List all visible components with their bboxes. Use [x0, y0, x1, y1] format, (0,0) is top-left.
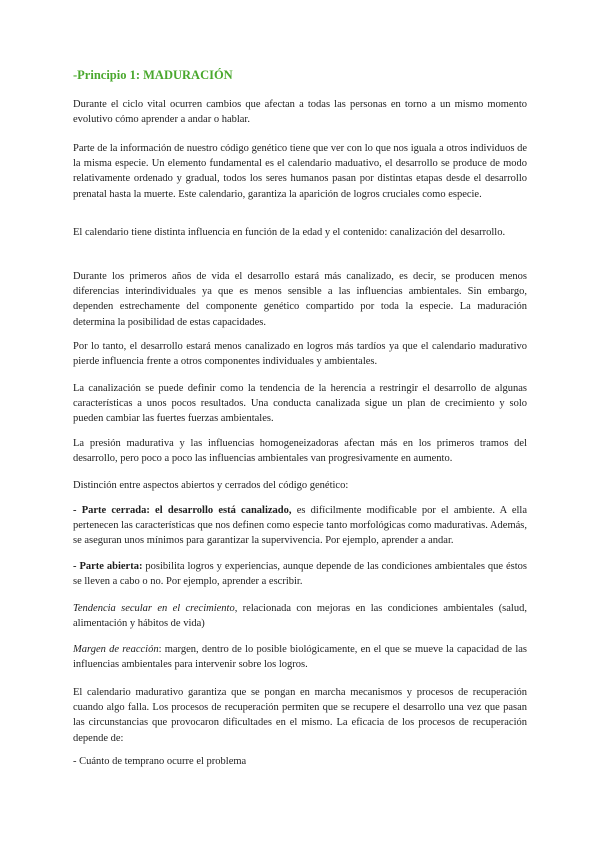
paragraph-list-item: - Cuánto de temprano ocurre el problema: [73, 756, 247, 767]
paragraph-recovery: El calendario madurativo garantiza que se pongan en marcha mecanismos y procesos de recuperación cuando algo falla. Los procesos de recuperación permiten que se recupere el desarrollo una vez que pasan las circunstancias que provocaron dificultades en el mismo. La eficacia de los procesos de recuperación depende de:: [73, 687, 527, 744]
paragraph-intro: Durante el ciclo vital ocurren cambios que afectan a todas las personas en torno a un mismo momento evolutivo cómo aprender a andar o hablar.: [73, 99, 527, 126]
paragraph-distinction: Distinción entre aspectos abiertos y cerrados del código genético:: [73, 480, 349, 491]
paragraph-later-achievements: Por lo tanto, el desarrollo estará menos canalizado en logros más tardíos ya que el calendario madurativo pierde influencia frente a otros componentes individuales y ambientales.: [73, 341, 527, 368]
paragraph-secular-trend: [73, 601, 527, 631]
closed-part-label: - Parte cerrada: el desarrollo está canalizado,: [73, 505, 292, 516]
reaction-margin-term: Margen de reacción: [73, 644, 159, 655]
paragraph-reaction-margin: [73, 642, 527, 672]
paragraph-closed-part: [73, 503, 527, 549]
reaction-margin-text: : margen, dentro de lo posible biológicamente, en el que se mueve la capacidad de las influencias ambientales para intervenir sobre los logros.: [73, 644, 527, 671]
paragraph-calendar: El calendario tiene distinta influencia en función de la edad y el contenido: canalización del desarrollo.: [73, 227, 506, 238]
paragraph-canalization: La canalización se puede definir como la tendencia de la herencia a restringir el desarrollo de algunas características a unos pocos resultados. Una conducta canalizada sigue un plan de crecimiento y solo pueden cambiar las fuertes fuerzas ambientales.: [73, 383, 527, 425]
closed-part-text: es difícilmente modificable por el ambiente. A ella pertenecen las características que nos definen como especie tanto morfológicas como madurativas. Además, se aseguran unos mínimos para garantizar la supervivencia. Por ejemplo, aprender a andar.: [73, 505, 527, 547]
section-heading: -Principio 1: MADURACIÓN: [73, 68, 233, 82]
secular-trend-term: Tendencia secular en el crecimiento: [73, 603, 235, 614]
open-part-label: - Parte abierta:: [73, 561, 143, 572]
open-part-text: posibilita logros y experiencias, aunque depende de las condiciones ambientales que éstos se lleven a cabo o no. Por ejemplo, aprender a escribir.: [73, 561, 527, 588]
paragraph-maturation-pressure: La presión madurativa y las influencias homogeneizadoras afectan más en los primeros tramos del desarrollo, pero poco a poco las influencias ambientales van progresivamente en aumento.: [73, 438, 527, 465]
secular-trend-text: , relacionada con mejoras en las condiciones ambientales (salud, alimentación y hábitos de vida): [73, 603, 527, 630]
paragraph-early-years: Durante los primeros años de vida el desarrollo estará más canalizado, es decir, se producen menos diferencias interindividuales ya que es menos sensible a las influencias ambientales. Sin embargo, dependen estrechamente del componente genético compartido por toda la especie. La maduración determina la posibilidad de estas capacidades.: [73, 271, 527, 328]
paragraph-genetic-code: Parte de la información de nuestro código genético tiene que ver con lo que nos iguala a otros individuos de la misma especie. Un elemento fundamental es el calendario maduativo, el desarrollo se produce de modo relativamente ordenado y gradual, todos los seres humanos pasan por distintas etapas desde el desarrollo prenatal hasta la muerte. Este calendario, garantiza la aparición de logros cruciales como especie.: [73, 143, 527, 200]
paragraph-open-part: [73, 559, 527, 589]
